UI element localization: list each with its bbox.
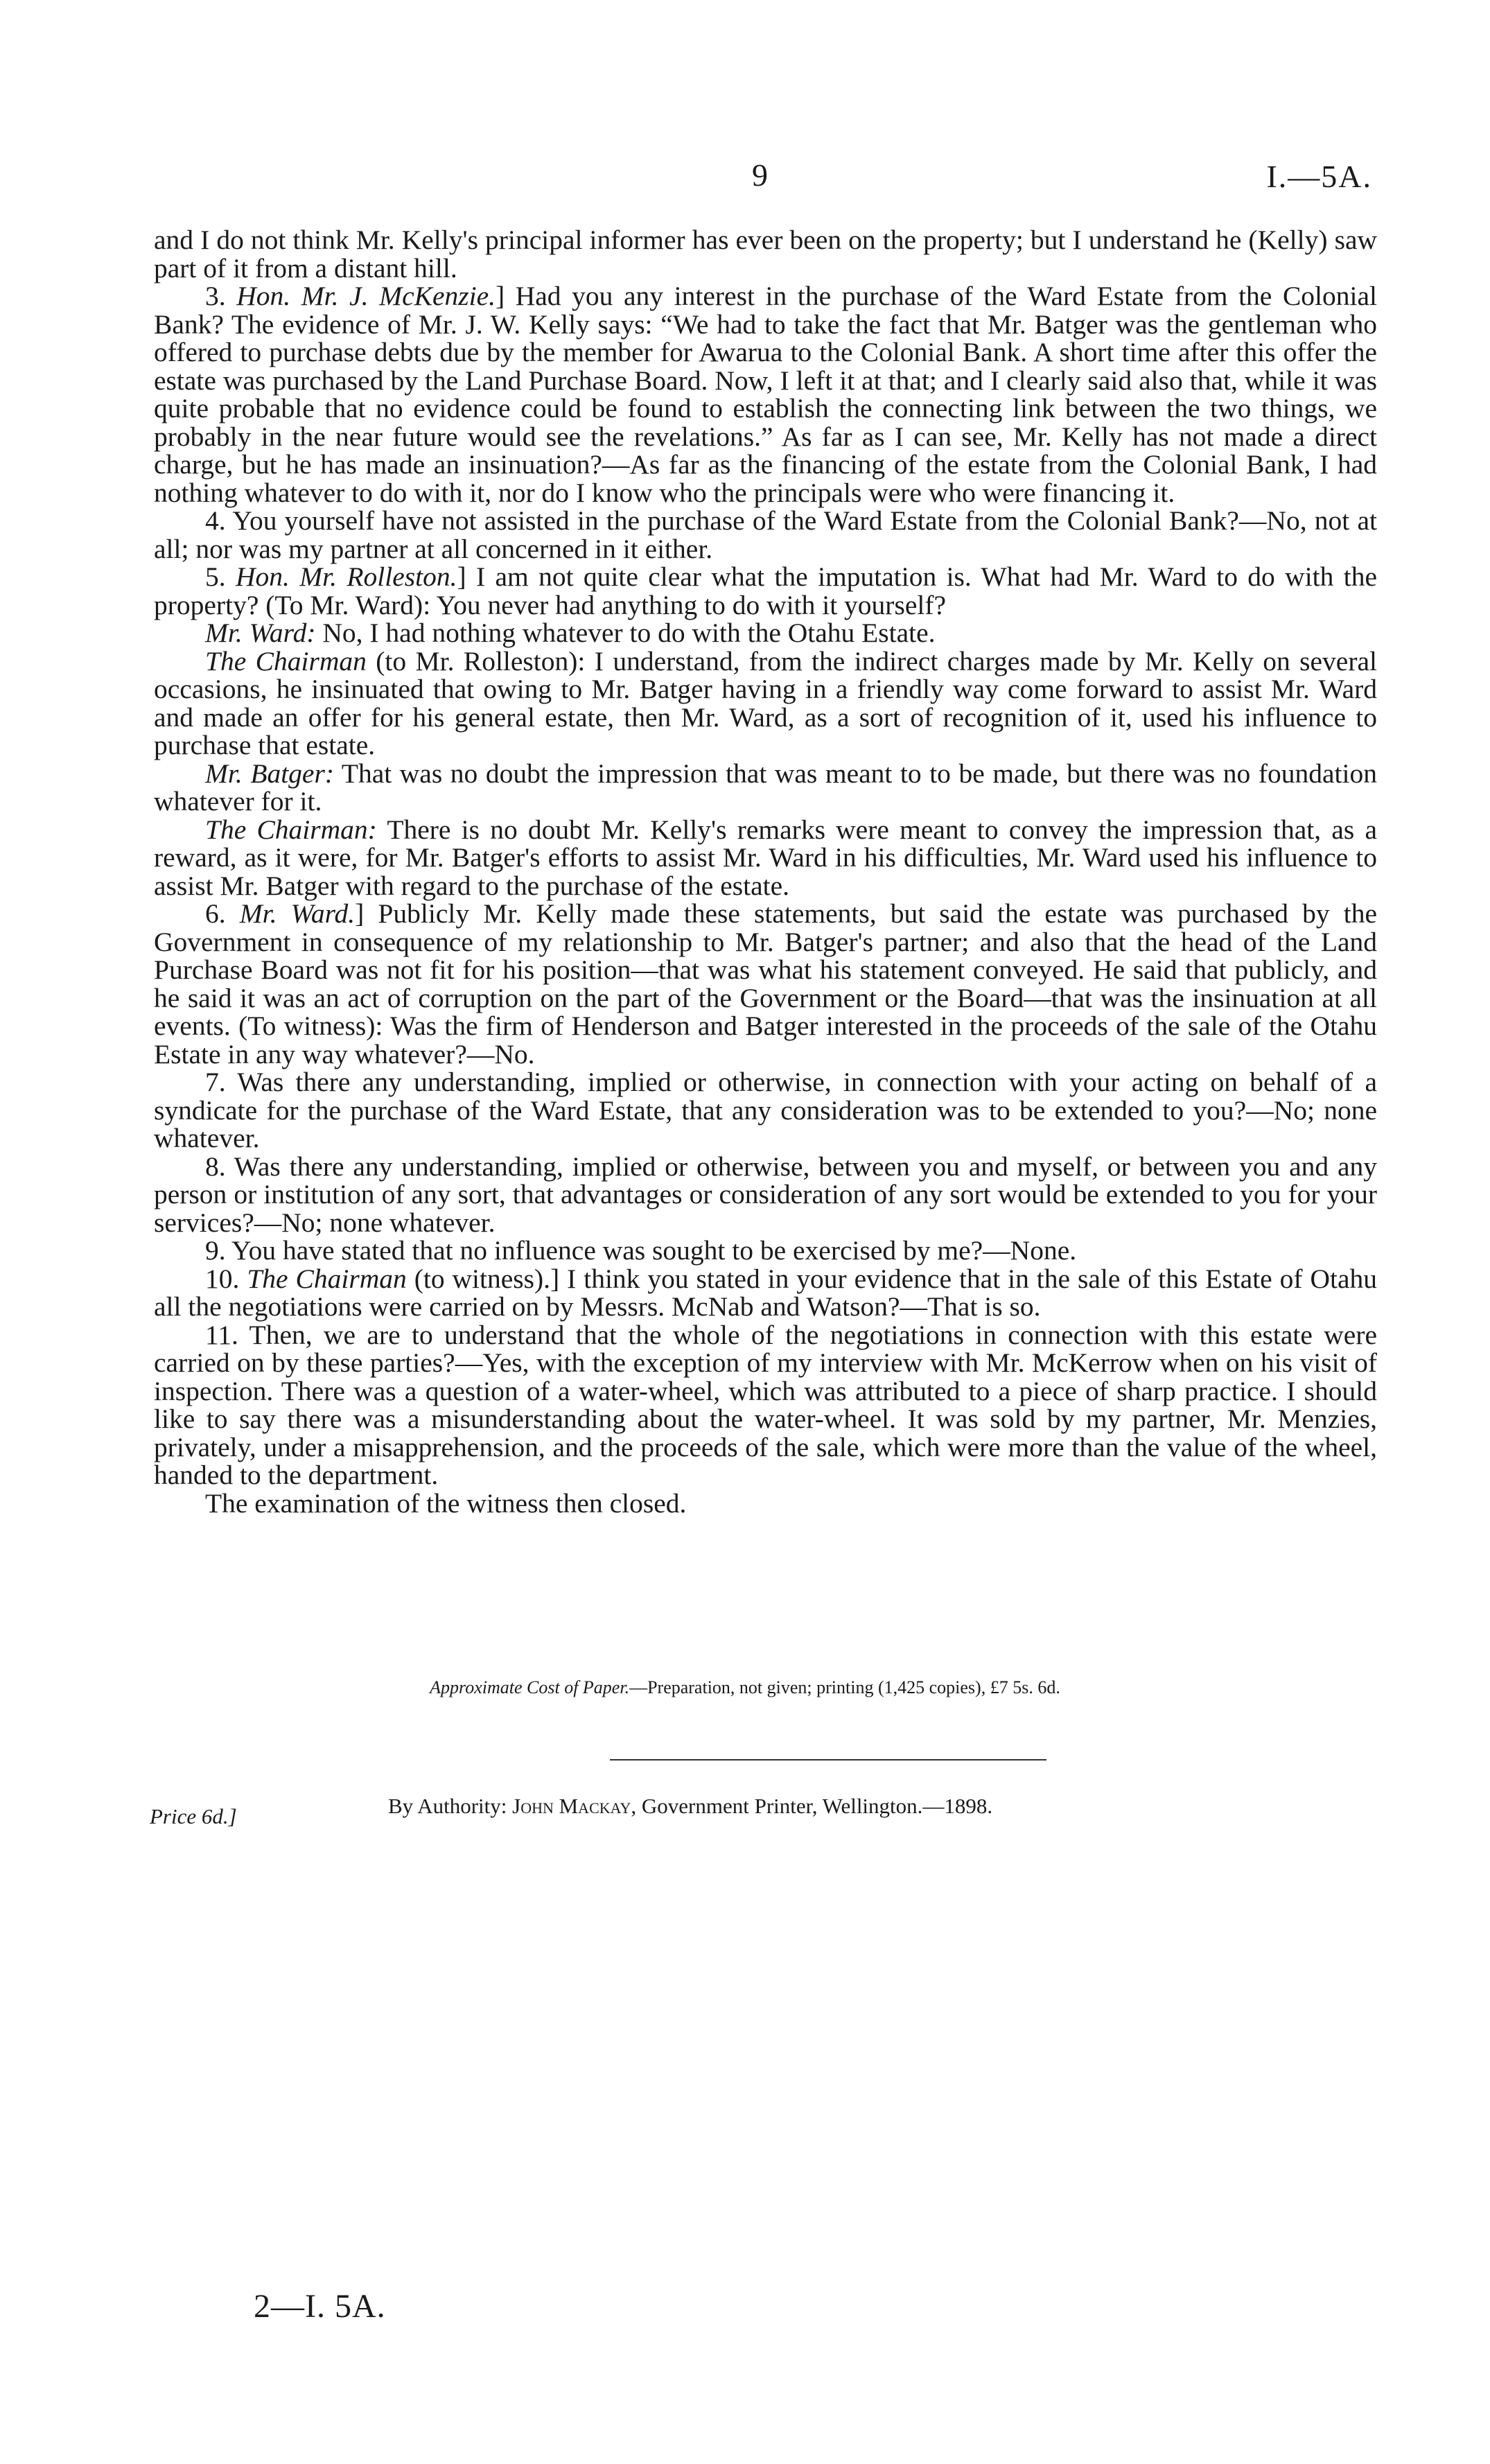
cost-text: —Preparation, not given; printing (1,425 copies), £7 5s. 6d. [629, 1677, 1060, 1697]
paragraph-text: 8. Was there any understanding, implied or otherwise, between you and myself, or between you and any person or institution of any sort, that advantages or consideration of any sort would be extended to you for your services?—No; none whatever. [154, 1151, 1377, 1238]
paragraph-text: There is no doubt Mr. Kelly's remarks were meant to convey the impression that, as a reward, as it were, for Mr. Batger's efforts to assist Mr. Ward in his difficulties, Mr. Ward used his influence to assist Mr. Batger with regard to the purchase of the estate. [154, 814, 1377, 901]
speaker-label: Mr. Ward. [239, 898, 356, 929]
speaker-label: Mr. Batger: [205, 758, 334, 789]
paragraph-text: 7. Was there any understanding, implied or otherwise, in connection with your acting on behalf of a syndicate for the purchase of the Ward Estate, that any consideration was to be extended to you?—No; none whatever. [154, 1067, 1377, 1153]
paragraph-text: ] I am not quite clear what the imputation is. What had Mr. Ward to do with the property? (To Mr. Ward): You never had anything to do with it yourself? [154, 561, 1378, 620]
speaker-label: The Chairman [205, 645, 367, 676]
paragraph-text: 3. [205, 281, 237, 311]
paragraph-p5b [154, 647, 1377, 760]
paragraph-text: That was no doubt the impression that was meant to to be made, but there was no foundation whatever for it. [154, 758, 1378, 816]
paragraph-p5c [154, 760, 1377, 816]
speaker-label: The Chairman: [205, 814, 377, 845]
paragraph-text: ] Publicly Mr. Kelly made these statements, but said the estate was purchased by the Government in consequence of my relationship to Mr. Batger's partner; and also that the head of the Land Purchase Board was not fit for his position—that was what his statement conveyed. He said that publicly, and he said it was an act of corruption on the part of the Government or the Board—that was the insinuation at all events. (To witness): Was the firm of Henderson and Batger interested in the proceeds of the sale of the Otahu Estate in any way whatever?—No. [154, 898, 1378, 1069]
price-label: Price 6d.] [150, 1804, 237, 1828]
divider-rule [610, 1759, 1046, 1760]
paragraph-p4 [154, 507, 1377, 563]
printer-imprint [388, 1794, 992, 1819]
paragraph-p12 [154, 1489, 1377, 1518]
paper-reference: I.—5A. [1266, 159, 1372, 194]
paragraph-text: 6. [205, 898, 240, 929]
printer-signature: 2—I. 5A. [254, 2288, 386, 2325]
paragraph-text: ] Had you any interest in the purchase of the Ward Estate from the Colonial Bank? The evidence of Mr. J. W. Kelly says: “We had to take the fact that Mr. Batger was the gentleman who offered to purchase debts due by the member for Awarua to the Colonial Bank. A short time after this offer the estate was purchased by the Land Purchase Board. Now, I left it at that; and I clearly said also that, while it was quite probable that no evidence could be found to establish the connecting link between the two things, we probably in the near future would see the revelations.” As far as I can see, Mr. Kelly has not made a direct charge, but he has made an insinuation?—As far as the financing of the estate from the Colonial Bank, I had nothing whatever to do with it, nor do I know who the principals were who were financing it. [154, 281, 1378, 508]
imprint-suffix: , Government Printer, Wellington.—1898. [631, 1794, 993, 1818]
paragraph-text: 9. You have stated that no influence was sought to be exercised by me?—None. [205, 1235, 1077, 1266]
paragraph-text: 11. Then, we are to understand that the whole of the negotiations in connection with this estate were carried on by these parties?—Yes, with the exception of my interview with Mr. McKerrow when on his visit of inspection. There was a question of a water-wheel, which was attributed to a piece of sharp practice. I should like to say there was a misunderstanding about the water-wheel. It was sold by my partner, Mr. Menzies, privately, under a misapprehension, and the proceeds of the sale, which were more than the value of the wheel, handed to the department. [154, 1319, 1377, 1490]
paragraph-p11 [154, 1321, 1377, 1489]
paragraph-p6 [154, 900, 1377, 1068]
paragraph-p5a [154, 619, 1377, 647]
approximate-cost-line [0, 1677, 1490, 1698]
printer-name: John Mackay [512, 1794, 631, 1818]
speaker-label: The Chairman [247, 1263, 407, 1294]
imprint-prefix: By Authority: [388, 1794, 507, 1818]
paragraph-p10 [154, 1265, 1377, 1321]
paragraph-text: 5. [205, 561, 236, 592]
paragraph-text: 4. You yourself have not assisted in the purchase of the Ward Estate from the Colonial Bank?—No, not at all; nor was my partner at all concerned in it either. [154, 505, 1377, 564]
paragraph-text: 10. [205, 1263, 247, 1294]
page-number: 9 [752, 157, 768, 193]
body-text [154, 226, 1377, 1517]
paragraph-p5d [154, 816, 1377, 900]
speaker-label: Hon. Mr. Rolleston. [235, 561, 457, 592]
paragraph-text: (to witness).] I think you stated in your evidence that in the sale of this Estate of Otahu all the negotiations were carried on by Messrs. McNab and Watson?—That is so. [154, 1263, 1378, 1322]
paragraph-p7 [154, 1068, 1377, 1153]
paragraph-text: No, I had nothing whatever to do with the Otahu Estate. [315, 618, 936, 648]
speaker-label: Hon. Mr. J. McKenzie. [236, 281, 496, 311]
paragraph-p0 [154, 226, 1377, 282]
paragraph-text: and I do not think Mr. Kelly's principal informer has ever been on the property; but I understand he (Kelly) saw part of it from a distant hill. [154, 225, 1377, 283]
paragraph-text: (to Mr. Rolleston): I understand, from the indirect charges made by Mr. Kelly on several occasions, he insinuated that owing to Mr. Batger having in a friendly way come forward to assist Mr. Ward and made an offer for his general estate, then Mr. Ward, as a sort of recognition of it, used his influence to purchase that estate. [154, 645, 1377, 760]
paragraph-text: The examination of the witness then closed. [205, 1487, 687, 1519]
paragraph-p5 [154, 563, 1377, 619]
cost-label: Approximate Cost of Paper. [430, 1677, 630, 1697]
paragraph-p9 [154, 1237, 1377, 1265]
paragraph-p8 [154, 1153, 1377, 1237]
speaker-label: Mr. Ward: [205, 618, 316, 648]
paragraph-p3 [154, 282, 1377, 507]
